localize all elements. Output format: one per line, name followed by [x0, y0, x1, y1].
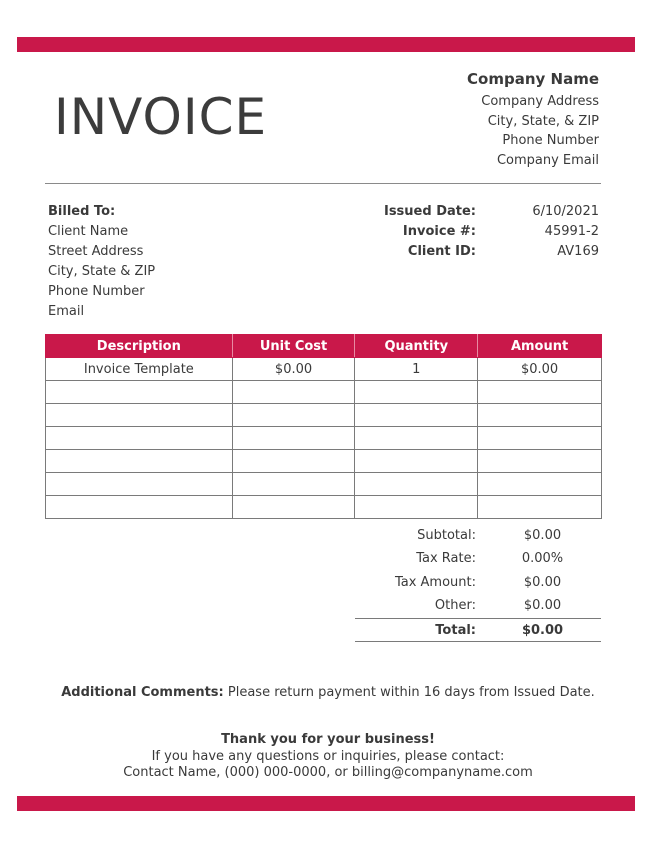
other-row [355, 594, 601, 617]
tax-rate-row [355, 547, 601, 570]
company-city-state-zip: City, State, & ZIP [487, 113, 599, 129]
cell-quantity: 1 [355, 358, 478, 381]
cell-amount [478, 473, 602, 496]
company-phone: Phone Number [502, 133, 599, 148]
client-id-label: Client ID: [407, 244, 476, 259]
tax-amount-value: $0.00 [523, 574, 562, 590]
client-id-row [370, 242, 600, 262]
header-amount: Amount [478, 335, 602, 358]
cell-description [46, 381, 233, 404]
company-address: Company Address [481, 94, 599, 109]
invoice-number-label: Invoice #: [402, 224, 476, 239]
cell-quantity [355, 473, 478, 496]
client-city-state-zip: City, State & ZIP [48, 264, 156, 279]
cell-description [46, 496, 233, 519]
issued-date-row [370, 202, 600, 222]
cell-description: Invoice Template [46, 358, 233, 381]
cell-quantity [355, 427, 478, 450]
cell-quantity [355, 404, 478, 427]
client-name: Client Name [48, 224, 129, 239]
table-row [46, 473, 602, 496]
cell-amount [478, 427, 602, 450]
bottom-accent-bar [17, 796, 635, 811]
client-street: Street Address [48, 244, 144, 259]
table-row [46, 358, 602, 381]
total-label: Total: [435, 622, 476, 638]
table-row [46, 381, 602, 404]
header-unit-cost: Unit Cost [232, 335, 355, 358]
cell-description [46, 473, 233, 496]
tax-rate-value: 0.00% [521, 551, 564, 567]
cell-description [46, 450, 233, 473]
header-divider [45, 183, 601, 184]
issued-date-value: 6/10/2021 [532, 204, 599, 219]
cell-unit-cost [232, 450, 355, 473]
cell-unit-cost [232, 496, 355, 519]
invoice-meta [370, 202, 600, 262]
subtotal-value: $0.00 [523, 528, 562, 544]
invoice-title: INVOICE [54, 88, 268, 146]
table-row [46, 450, 602, 473]
header-description: Description [46, 335, 233, 358]
cell-amount [478, 496, 602, 519]
contact-details: Contact Name, (000) 000-0000, or billing@companyname.com [123, 765, 533, 780]
comments-label: Additional Comments: [61, 685, 224, 700]
billed-to-label: Billed To: [48, 204, 116, 219]
company-email: Company Email [496, 152, 599, 168]
top-accent-bar [17, 37, 635, 52]
header-quantity: Quantity [355, 335, 478, 358]
cell-quantity [355, 381, 478, 404]
cell-description [46, 427, 233, 450]
client-phone: Phone Number [48, 284, 145, 299]
other-label: Other: [434, 598, 476, 614]
contact-intro: If you have any questions or inquiries, please contact: [151, 748, 505, 764]
cell-unit-cost [232, 381, 355, 404]
client-email: Email [48, 304, 85, 319]
cell-amount [478, 450, 602, 473]
tax-amount-label: Tax Amount: [394, 574, 476, 590]
cell-amount [478, 404, 602, 427]
additional-comments [0, 685, 656, 700]
tax-amount-row [355, 571, 601, 594]
billed-to-block [48, 202, 155, 322]
cell-unit-cost: $0.00 [232, 358, 355, 381]
total-row [355, 618, 601, 642]
cell-unit-cost [232, 404, 355, 427]
invoice-number-row [370, 222, 600, 242]
company-info [467, 70, 599, 170]
line-items-table [45, 334, 602, 519]
cell-quantity [355, 450, 478, 473]
subtotal-row [355, 524, 601, 547]
invoice-number-value: 45991-2 [544, 224, 599, 239]
thank-you-text: Thank you for your business! [221, 732, 435, 747]
company-name: Company Name [467, 70, 599, 88]
subtotal-label: Subtotal: [417, 528, 476, 544]
cell-description [46, 404, 233, 427]
table-row [46, 404, 602, 427]
cell-quantity [355, 496, 478, 519]
cell-unit-cost [232, 427, 355, 450]
table-header-row [46, 335, 602, 358]
other-value: $0.00 [523, 598, 562, 614]
comments-text: Please return payment within 16 days from Issued Date. [223, 685, 595, 700]
total-value: $0.00 [521, 622, 564, 638]
tax-rate-label: Tax Rate: [416, 551, 476, 567]
issued-date-label: Issued Date: [383, 204, 476, 219]
cell-amount [478, 381, 602, 404]
totals-block [355, 524, 601, 642]
table-row [46, 427, 602, 450]
client-id-value: AV169 [557, 244, 599, 259]
footer-contact [0, 732, 656, 782]
cell-unit-cost [232, 473, 355, 496]
table-row [46, 496, 602, 519]
cell-amount: $0.00 [478, 358, 602, 381]
